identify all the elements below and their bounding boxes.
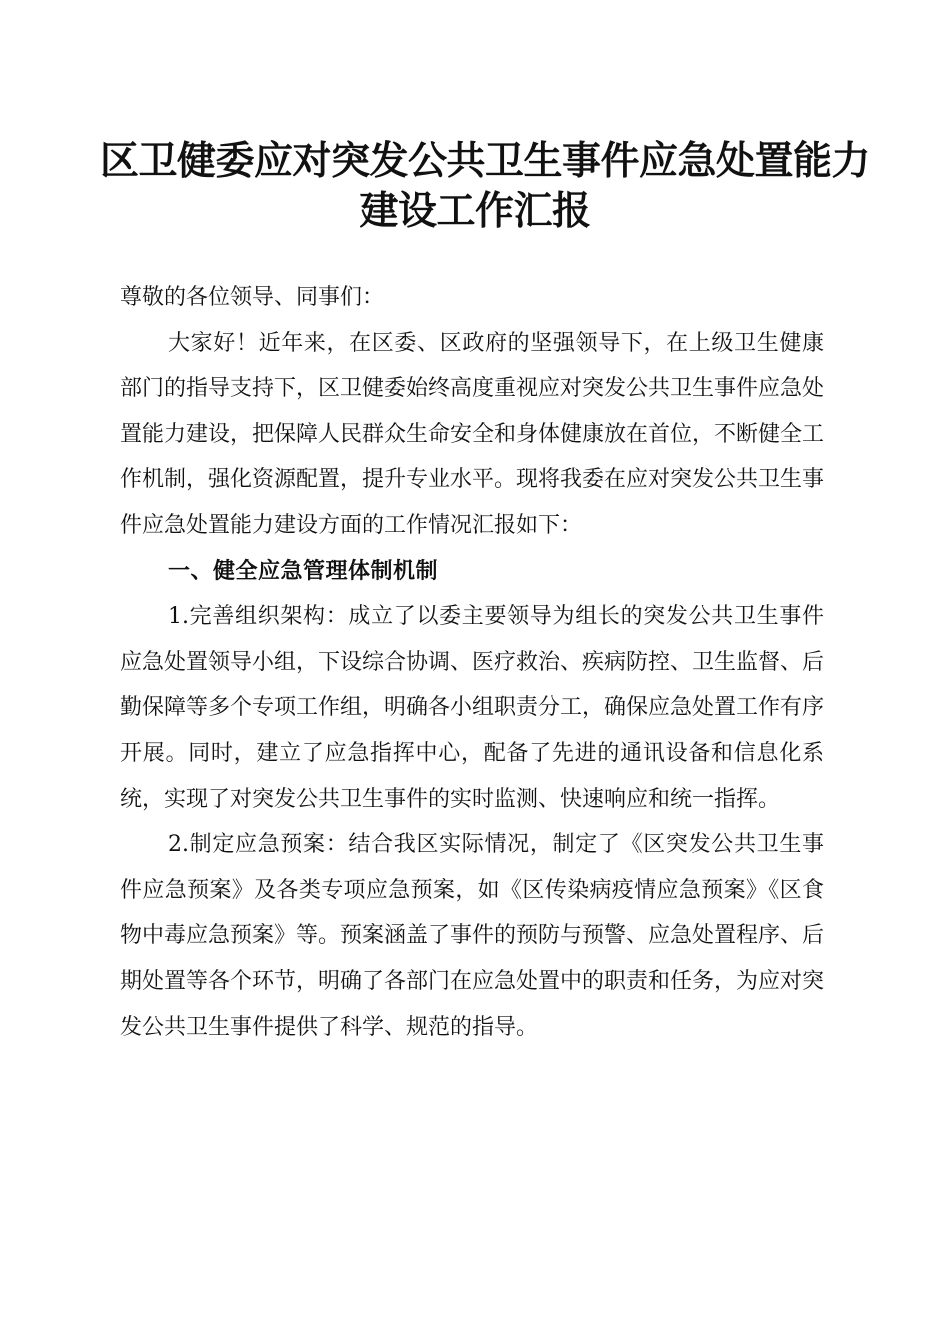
- document-title-line-2: 建设工作汇报: [359, 188, 591, 234]
- section-heading-1: 一、健全应急管理体制机制: [168, 558, 439, 584]
- document-body: [120, 275, 824, 1050]
- paragraph-item-1: 1.完善组织架构：成立了以委主要领导为组长的突发公共卫生事件应急处置领导小组，下设综合协调、医疗救治、疾病防控、卫生监督、后勤保障等多个专项工作组，明确各小组职责分工，确保应急处置工作有序开展。同时，建立了应急指挥中心，配备了先进的通讯设备和信息化系统，实现了对突发公共卫生事件的实时监测、快速响应和统一指挥。: [120, 604, 825, 812]
- document-title-line-1: 区卫健委应对突发公共卫生事件应急处置能力: [100, 138, 871, 184]
- intro-paragraph: 大家好！近年来，在区委、区政府的坚强领导下，在上级卫生健康部门的指导支持下，区卫健委始终高度重视应对突发公共卫生事件应急处置能力建设，把保障人民群众生命安全和身体健康放在首位，不断健全工作机制，强化资源配置，提升专业水平。现将我委在应对突发公共卫生事件应急处置能力建设方面的工作情况汇报如下：: [120, 330, 825, 538]
- paragraph-item-2: 2.制定应急预案：结合我区实际情况，制定了《区突发公共卫生事件应急预案》及各类专项应急预案，如《区传染病疫情应急预案》《区食物中毒应急预案》等。预案涵盖了事件的预防与预警、应急处置程序、后期处置等各个环节，明确了各部门在应急处置中的职责和任务，为应对突发公共卫生事件提供了科学、规范的指导。: [120, 832, 825, 1040]
- salutation: 尊敬的各位领导、同事们：: [120, 285, 385, 310]
